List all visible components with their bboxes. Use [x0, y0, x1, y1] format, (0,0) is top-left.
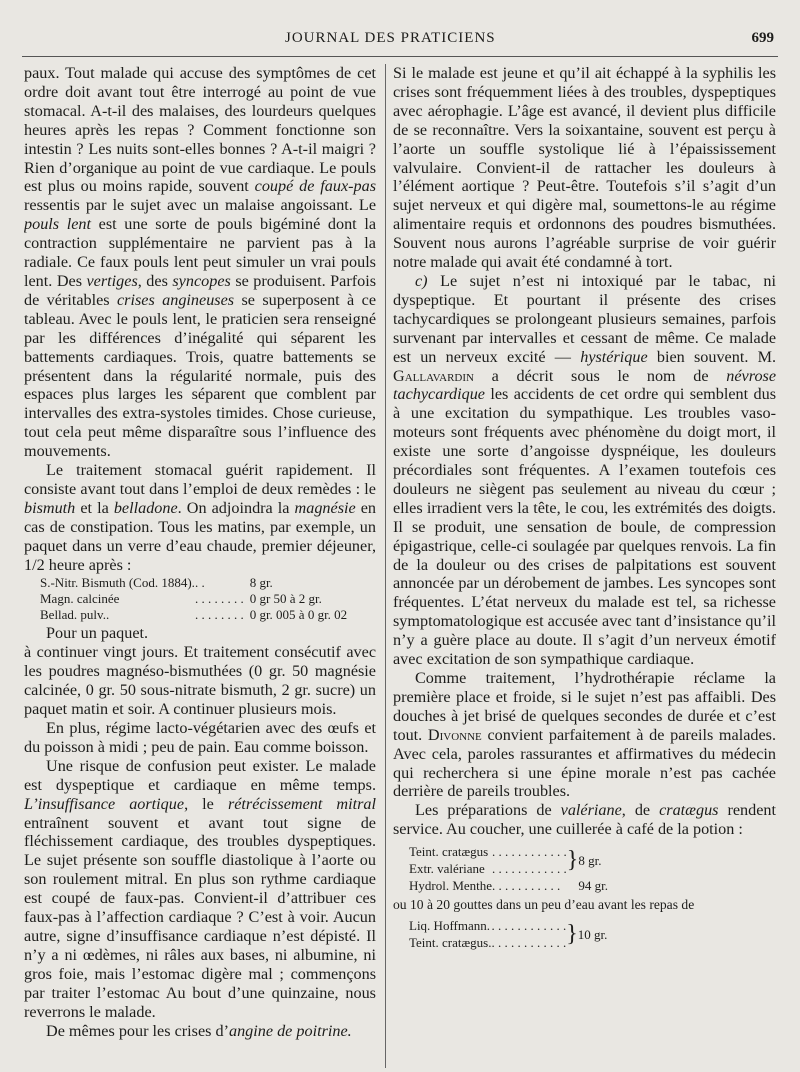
potion-table	[409, 843, 608, 894]
running-head	[0, 28, 800, 52]
paragraph: Si le malade est jeune et qu’il ait échappé à la syphilis les crises sont fréquemment liées à des troubles, dyspeptiques avec aérophagie. L’âge est avancé, il devient plus difficile de se reconnaître. Vers la soixantaine, souvent est perçu à l’aorte un souffle systolique lié à l’épaississement valvulaire. Convient-il de rattacher les douleurs à l’élément aortique ? Peut-être. Toutefois s’il s’agit d’un sujet nerveux et qui digère mal, soumettons-le au régime alimentaire requis et ordonnons des poudres bismuthées. Souvent nous aurons l’agréable surprise de voir guérir notre malade qui avait été condamné à tort.	[393, 64, 776, 272]
right-column	[393, 64, 776, 1064]
paragraph: Une risque de confusion peut exister. Le malade est dyspeptique et cardiaque en même temps. L’insuffisance aortique, le rétrécissement mitral entraînent souvent et avant tout signe de fléchissement cardiaque, des troubles dyspeptiques. Le sujet présente son souffle diastolique à l’aorte ou son roulement mitral. En plus son rythme cardiaque est coupé de faux-pas. Convient-il d’attribuer ces faux-pas à l’affection cardiaque ? C’est à voir. Aucun autre, signe d’insuffisance cardiaque n’est dépisté. Il n’y a ni œdèmes, ni râles aux bases, ni albumine, ni gros foie, mais l’estomac digère mal ; commençons par traiter l’estomac Au bout d’une quinzaine, nous reverrons le malade.	[24, 756, 376, 1021]
prescription-table	[40, 575, 347, 623]
paragraph: De mêmes pour les crises d’angine de poitrine.	[46, 1021, 352, 1040]
prescription-row: S.-Nitr. Bismuth (Cod. 1884). . . 8 gr.	[40, 575, 273, 591]
column-divider	[385, 64, 386, 1068]
paragraph: Le traitement stomacal guérit rapidement. Il consiste avant tout dans l’emploi de deux remèdes : le bismuth et la belladone. On adjoindra la magnésie en cas de constipation. Tous les matins, par exemple, un paquet dans un verre d’eau chaude, premier déjeuner, 1/2 heure après :	[24, 461, 376, 574]
paragraph: c) Le sujet n’est ni intoxiqué par le tabac, ni dyspeptique. Et pourtant il présente des crises tachycardiques se prolongeant plusieurs semaines, parfois survenant par intervalles et cessant de même. Ce malade est un nerveux excité — hystérique bien souvent. M. Gallavardin a décrit sous le nom de névrose tachycardique les accidents de cet ordre qui semblent dus à une excitation du sympathique. Les troubles vaso-moteurs sont fréquents avec phénomène du doigt mort, il existe une sorte d’angoisse dyspnéique, les douleurs précordiales sont fréquentes. A l’examen toutefois ces douleurs ne siègent pas seulement au niveau du cœur ; elles irradient vers la tête, le cou, les extrémités des doigts. Il se produit, une sensation de boule, de compression épigastrique, celle-ci soulagée par quelques renvois. La fin de la douleur ou des crises de palpitations est souvent annoncée par un dérobement de jambes. Les syncopes sont fréquentes. L’état nerveux du malade est tel, sa richesse symptomatologique est accusée avec tant d’insistance qu’il n’y a guère place au doute. Il s’agit d’un nerveux émotif avec excitation de son sympathique cardiaque.	[393, 271, 776, 669]
paragraph: à continuer vingt jours. Et traitement consécutif avec les poudres magnéso-bismuthées (0 gr. 50 magnésie calcinée, 0 gr. 50 sous-nitrate bismuth, 2 gr. sucre) un paquet matin et soir. A continuer plusieurs mois.	[24, 643, 376, 719]
paragraph: Comme traitement, l’hydrothérapie réclame la première place et froide, si le sujet n’est pas affaibli. Des douches à jet brisé de quelques secondes de durée et c’est tout. Divonne convient parfaitement à de pareils malades. Avec cela, paroles rassurantes et affirmatives du médecin qui recherchera si une épine morale n’est pas cachée derrière de pareils troubles.	[393, 669, 776, 801]
paragraph: paux. Tout malade qui accuse des symptômes de cet ordre doit avant tout être interrogé au point de vue stomacal. A-t-il des malaises, des lourdeurs quelques heures après les repas ? Comment fonctionne son intestin ? Les nuits sont-elles bonnes ? A-t-il maigri ? Rien d’organique au point de vue cardiaque. Le pouls est plus ou moins rapide, souvent coupé de faux-pas ressentis par le sujet avec un malaise angoissant. Le pouls lent est une sorte de pouls bigéminé dont la contraction supplémentaire ne parvient pas à la radiale. Ce faux pouls lent peut simuler un vrai pouls lent. Des vertiges, des syncopes se produisent. Parfois de véritables crises angineuses se superposent à ce tableau. Avec le pouls lent, le praticien sera renseigné par les différences d’inégalité qui séparent les battements cardiaques. Trois, quatre battements se présentent dans la régularité normale, puis des espaces plus larges les séparent que comblent par intervalles des extra-systoles timides. Chose curieuse, tout cela peut même disparaître sous l’influence des mouvements.	[24, 64, 376, 461]
prescription-row: Teint. cratægus. . . . . . . . . . . . .	[409, 935, 567, 951]
prescription-row: Hydrol. Menthe . . . . . . . . . . . 94 gr.	[409, 878, 608, 894]
left-column	[24, 64, 376, 1064]
brace-glyph: }	[566, 921, 578, 948]
prescription-row: Liq. Hoffmann. . . . . . . . . . . . . } 10 gr.	[409, 917, 607, 934]
prescription-row: Magn. calcinée . . . . . . . . 0 gr 50 à 2 gr.	[40, 591, 322, 607]
paragraph: Les préparations de valériane, de cratægus rendent service. Au coucher, une cuillerée à café de la potion :	[393, 801, 776, 839]
drops-table	[409, 917, 607, 951]
page-number: 699	[751, 30, 774, 46]
prescription-row: Teint. cratægus . . . . . . . . . . . . } 8 gr.	[409, 843, 608, 860]
journal-title: JOURNAL DES PRATICIENS	[285, 30, 496, 46]
header-rule	[22, 56, 778, 57]
paragraph: En plus, régime lacto-végétarien avec des œufs et du poisson à midi ; peu de pain. Eau comme boisson.	[24, 719, 376, 756]
prescription-row: Extr. valériane . . . . . . . . . . . .	[409, 861, 567, 877]
paragraph: ou 10 à 20 gouttes dans un peu d’eau avant les repas de	[393, 897, 695, 913]
paragraph: Pour un paquet.	[46, 624, 149, 643]
brace-glyph: }	[566, 847, 579, 874]
prescription-row: Bellad. pulv.. . . . . . . . . 0 gr. 005 à 0 gr. 02	[40, 607, 348, 623]
